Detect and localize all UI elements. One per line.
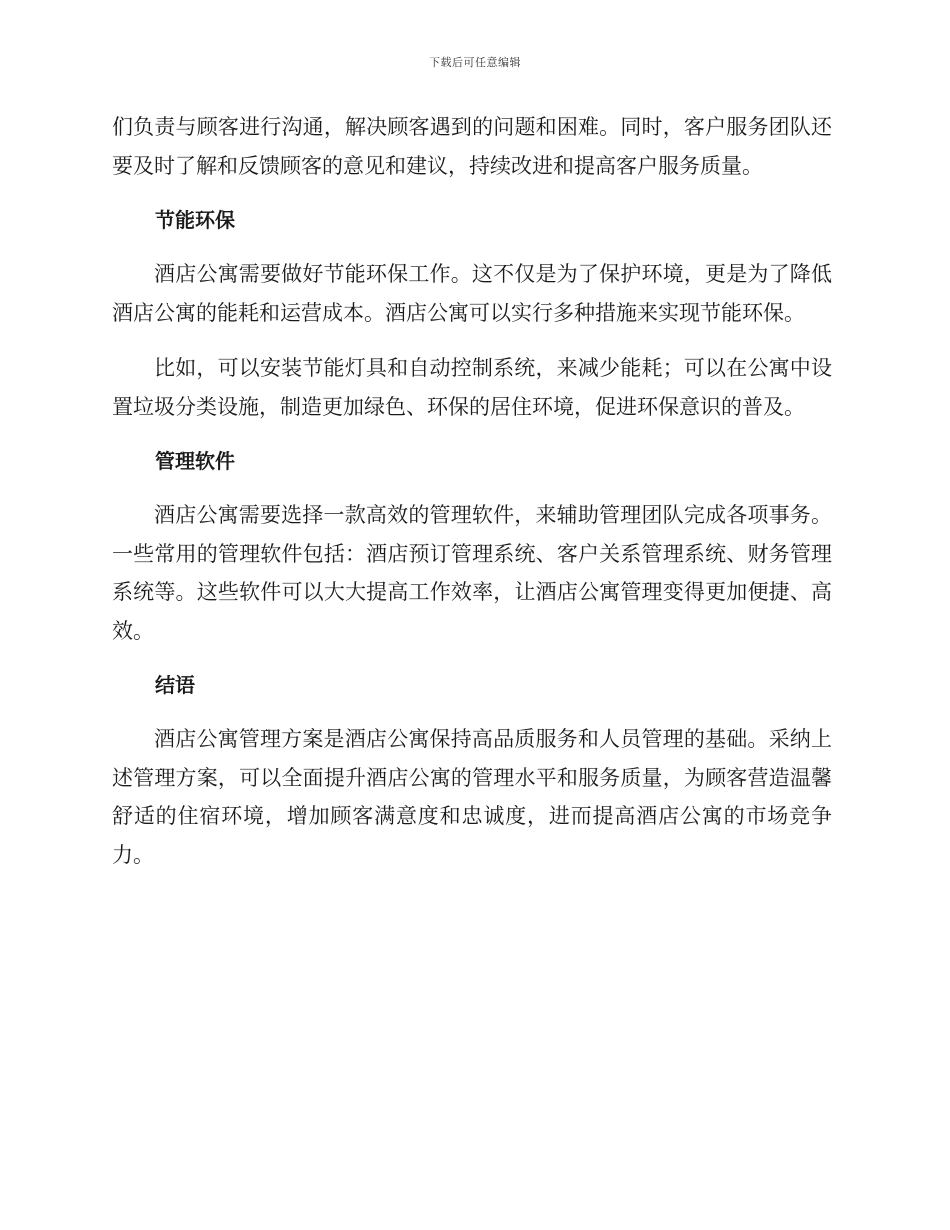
document-body <box>112 108 832 874</box>
energy-paragraph-1: 酒店公寓需要做好节能环保工作。这不仅是为了保护环境，更是为了降低酒店公寓的能耗和运营成本。酒店公寓可以实行多种措施来实现节能环保。 <box>112 262 832 325</box>
software-paragraph-1: 酒店公寓需要选择一款高效的管理软件，来辅助管理团队完成各项事务。一些常用的管理软件包括：酒店预订管理系统、客户关系管理系统、财务管理系统等。这些软件可以大大提高工作效率，让酒店公寓管理变得更加便捷、高效。 <box>112 503 832 643</box>
energy-paragraph-2: 比如，可以安装节能灯具和自动控制系统，来减少能耗；可以在公寓中设置垃圾分类设施，制造更加绿色、环保的居住环境，促进环保意识的普及。 <box>112 356 832 419</box>
section-heading-software: 管理软件 <box>155 449 235 473</box>
intro-continuation-paragraph: 们负责与顾客进行沟通，解决顾客遇到的问题和困难。同时，客户服务团队还要及时了解和反馈顾客的意见和建议，持续改进和提高客户服务质量。 <box>112 115 832 178</box>
page-header-note: 下载后可任意编辑 <box>429 56 521 69</box>
section-heading-conclusion: 结语 <box>155 673 195 697</box>
section-heading-energy: 节能环保 <box>155 208 235 232</box>
conclusion-paragraph-1: 酒店公寓管理方案是酒店公寓保持高品质服务和人员管理的基础。采纳上述管理方案，可以全面提升酒店公寓的管理水平和服务质量，为顾客营造温馨舒适的住宿环境，增加顾客满意度和忠诚度，进而提高酒店公寓的市场竞争力。 <box>112 727 832 867</box>
